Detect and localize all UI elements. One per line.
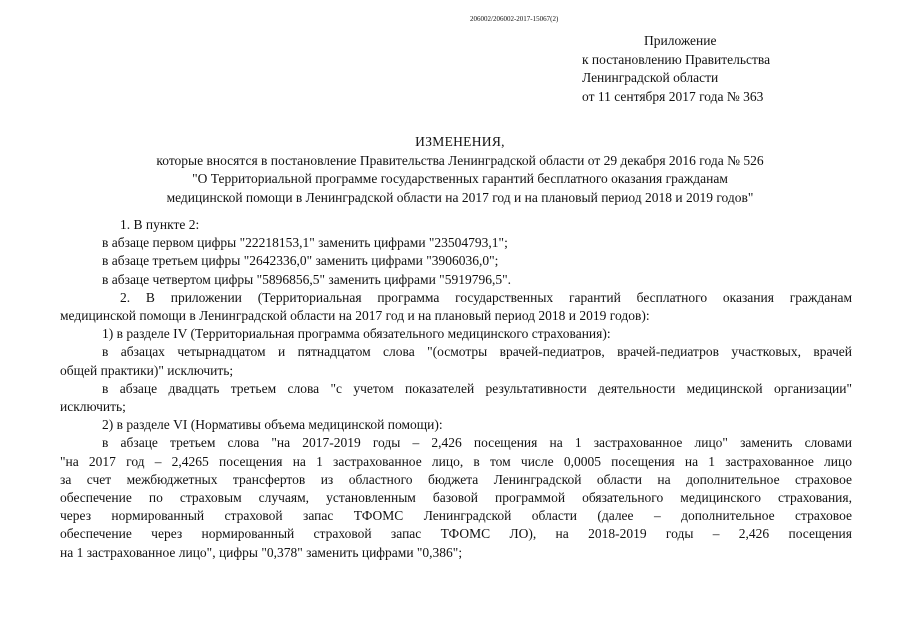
body-line: на 1 застрахованное лицо", цифры "0,378" заменить цифрами "0,386"; <box>60 544 463 560</box>
body-line: общей практики)" исключить; <box>60 362 234 378</box>
title-heading: ИЗМЕНЕНИЯ, <box>415 134 505 149</box>
body-line: обеспечение по страховым случаям, установленным базовой программой обязательного медицинского страхования, <box>60 490 852 506</box>
document-body <box>60 216 852 562</box>
body-line: обеспечение через нормированный страховой запас ТФОМС ЛО), на 2018-2019 годы – 2,426 посещения <box>60 526 852 542</box>
appendix-region: Ленинградской области <box>582 70 719 85</box>
body-line: через нормированный страховой запас ТФОМС Ленинградской области (далее – дополнительное страховое <box>60 508 852 524</box>
body-line: в абзаце двадцать третьем слова "с учетом показателей результативности деятельности медицинской организации" <box>102 380 852 396</box>
body-line: в абзаце первом цифры "22218153,1" заменить цифрами "23504793,1"; <box>102 235 508 251</box>
body-line: 1) в разделе IV (Территориальная программа обязательного медицинского страхования): <box>102 326 611 342</box>
appendix-resolution: к постановлению Правительства <box>582 51 771 67</box>
document-title <box>60 133 860 207</box>
body-line: медицинской помощи в Ленинградской области на 2017 год и на плановый период 2018 и 2019 годов): <box>60 308 650 324</box>
body-line: в абзаце третьем цифры "2642336,0" заменить цифрами "3906036,0"; <box>102 253 499 269</box>
appendix-label: Приложение <box>644 33 717 48</box>
body-line: 1. В пункте 2: <box>120 217 200 232</box>
body-line: в абзацах четырнадцатом и пятнадцатом слова "(осмотры врачей-педиатров, врачей-педиатров участковых, врачей <box>102 344 852 360</box>
title-line-1: которые вносятся в постановление Правительства Ленинградской области от 29 декабря 2016 года № 526 <box>156 152 764 168</box>
body-line: 2) в разделе VI (Нормативы объема медицинской помощи): <box>102 417 443 433</box>
body-line: 2. В приложении (Территориальная программа государственных гарантий бесплатного оказания гражданам <box>120 289 852 305</box>
body-line: "на 2017 год – 2,4265 посещения на 1 застрахованное лицо, в том числе 0,0005 посещения на 1 застрахованное лицо <box>60 453 852 469</box>
appendix-header <box>582 32 770 106</box>
body-line: исключить; <box>60 399 126 415</box>
appendix-date: от 11 сентября 2017 года № 363 <box>582 88 764 104</box>
title-line-2: "О Территориальной программе государственных гарантий бесплатного оказания гражданам <box>192 171 728 186</box>
document-id: 206002/206002-2017-15067(2) <box>470 15 559 23</box>
title-line-3: медицинской помощи в Ленинградской области на 2017 год и на плановый период 2018 и 2019 годов" <box>166 189 754 205</box>
body-line: за счет межбюджетных трансфертов из областного бюджета Ленинградской области на дополнительное страховое <box>60 471 852 487</box>
body-line: в абзаце четвертом цифры "5896856,5" заменить цифрами "5919796,5". <box>102 271 511 287</box>
body-line: в абзаце третьем слова "на 2017-2019 годы – 2,426 посещения на 1 застрахованное лицо" заменить словами <box>102 435 852 451</box>
